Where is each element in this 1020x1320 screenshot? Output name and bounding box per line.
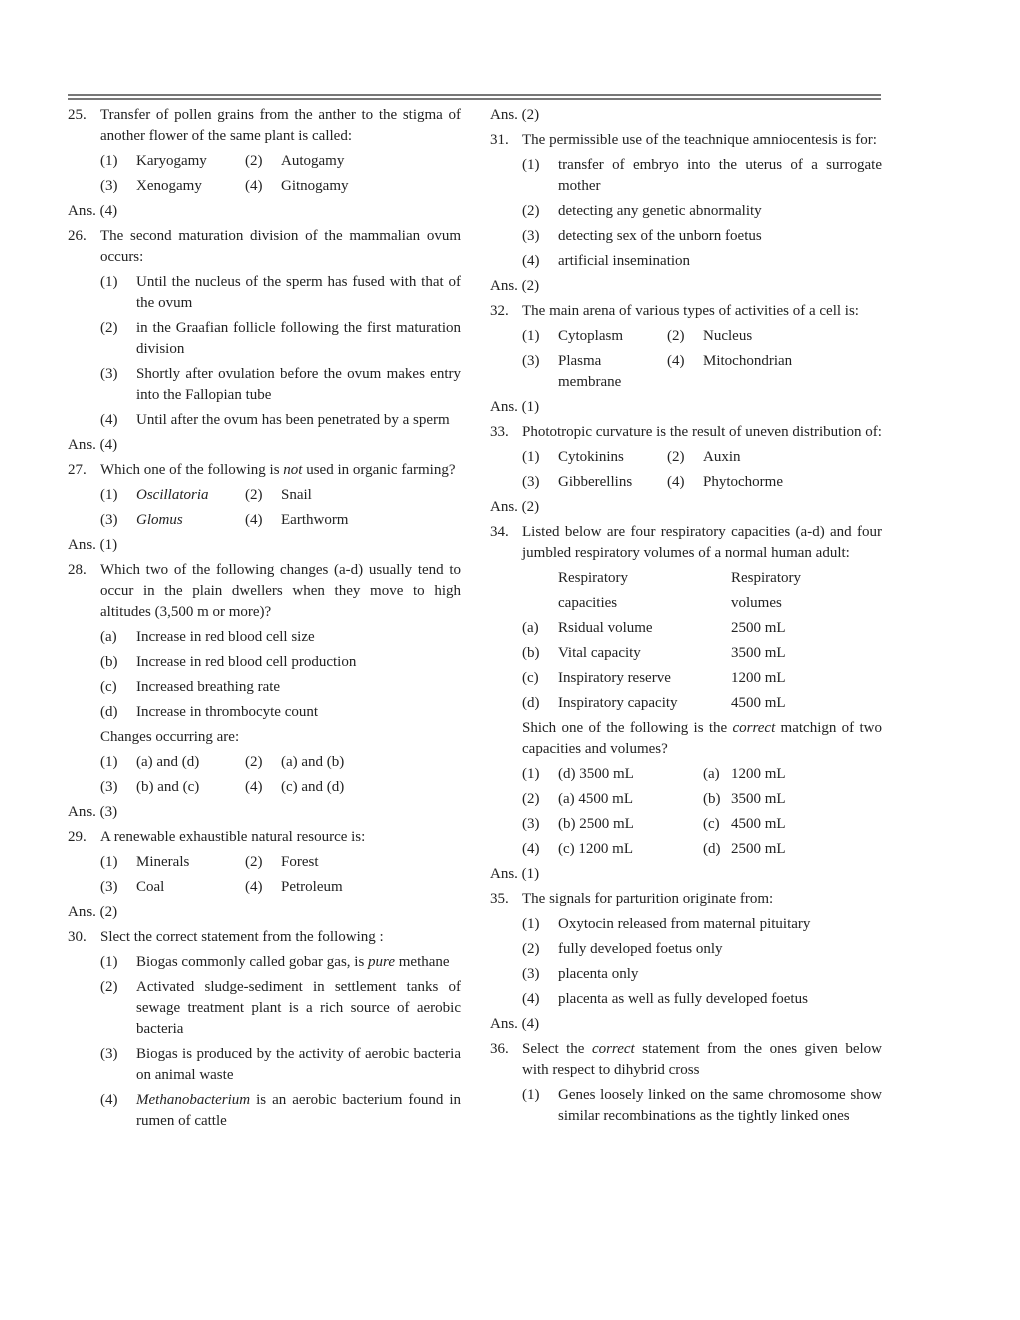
answer-35: Ans. (4): [490, 1016, 540, 1032]
option: (2) Autogamy: [245, 153, 345, 169]
question-29: [68, 827, 461, 848]
question-text: Which two of the following changes (a-d) usually tend to occur in the plain dwellers when they move to high altitudes (3,500 m or more)?: [100, 562, 461, 620]
option: (2) Activated sludge-sediment in settlement tanks of sewage treatment plant is a rich source of aerobic bacteria: [100, 979, 461, 1037]
right-column: [490, 105, 882, 1131]
options-34: (1) (d) 3500 mL (a) 1200 mL (2) (a) 4500 mL (b) 3500 mL (3) (b) 2500 mL (c) 4500 mL (4) (c) 1200 mL (d) 2500 mL: [522, 766, 786, 857]
answer-33: Ans. (2): [490, 499, 540, 515]
options-36: [522, 1085, 882, 1127]
header-rule-top: [68, 94, 881, 96]
option: (1) Oscillatoria: [100, 487, 209, 503]
option: (2) fully developed foetus only: [522, 941, 723, 957]
option: (1) transfer of embryo into the uterus of a surrogate mother: [522, 157, 882, 194]
question-31: [490, 130, 882, 151]
option: (3) Glomus: [100, 512, 183, 528]
question-text: The second maturation division of the mammalian ovum occurs:: [100, 228, 461, 265]
question-number: 35.: [490, 891, 509, 907]
question-number: 36.: [490, 1041, 509, 1057]
option: (3) placenta only: [522, 966, 639, 982]
question-number: 34.: [490, 524, 509, 540]
option: (4) Until after the ovum has been penetrated by a sperm: [100, 412, 450, 428]
sub-prompt: Changes occurring are:: [100, 729, 240, 745]
option: (2) Nucleus: [667, 328, 753, 344]
option: (1) Until the nucleus of the sperm has fused with that of the ovum: [100, 274, 461, 311]
answer-28: Ans. (3): [68, 804, 118, 820]
question-25: [68, 105, 461, 147]
item: (a) Increase in red blood cell size: [100, 629, 315, 645]
table-34: [522, 568, 882, 860]
answer-29: Ans. (2): [68, 904, 118, 920]
question-number: 30.: [68, 929, 87, 945]
option: (1) Cytoplasm: [522, 328, 624, 344]
option: (4) placenta as well as fully developed foetus: [522, 991, 808, 1007]
answer-32: Ans. (1): [490, 399, 540, 415]
question-number: 25.: [68, 107, 87, 123]
left-column: [68, 105, 461, 1136]
option: (4) (c) and (d): [245, 779, 345, 795]
question-text: Transfer of pollen grains from the anther to the stigma of another flower of the same plant is called:: [100, 107, 461, 144]
option: (3) Shortly after ovulation before the ovum makes entry into the Fallopian tube: [100, 366, 461, 403]
option: (2) Forest: [245, 854, 319, 870]
option: (1) Cytokinins: [522, 449, 624, 465]
option: (3) Coal: [100, 879, 165, 895]
table-header: Respiratory Respiratory capacities volumes: [558, 570, 801, 611]
option: (1) Oxytocin released from maternal pituitary: [522, 916, 811, 932]
item: (b) Increase in red blood cell production: [100, 654, 357, 670]
options-30: [100, 952, 461, 1132]
item: (d) Increase in thrombocyte count: [100, 704, 319, 720]
option: (2) Snail: [245, 487, 312, 503]
options-31: [522, 155, 882, 272]
option: (4) Earthworm: [245, 512, 349, 528]
question-text: The signals for parturition originate from:: [522, 891, 774, 907]
option: (3) Plasma membrane: [522, 353, 622, 390]
answer-27: Ans. (1): [68, 537, 118, 553]
sub-prompt: Shich one of the following is the correct matchign of two capacities and volumes?: [522, 720, 882, 757]
option: (1) Minerals: [100, 854, 190, 870]
question-32: [490, 301, 882, 322]
question-33: [490, 422, 882, 443]
option: (3) Biogas is produced by the activity of aerobic bacteria on animal waste: [100, 1046, 461, 1083]
answer-25: Ans. (4): [68, 203, 118, 219]
option: (2) in the Graafian follicle following the first maturation division: [100, 320, 461, 357]
option: (1) Genes loosely linked on the same chromosome show similar recombinations as the tightly linked ones: [522, 1087, 882, 1124]
options-33: [522, 447, 882, 497]
question-number: 31.: [490, 132, 509, 148]
option: (4) Gitnogamy: [245, 178, 349, 194]
options-26: [100, 272, 461, 431]
option: (3) Gibberellins: [522, 474, 633, 490]
question-text: The main arena of various types of activities of a cell is:: [522, 303, 859, 319]
option: (1) Karyogamy: [100, 153, 207, 169]
question-text: Select the correct statement from the ones given below with respect to dihybrid cross: [522, 1041, 882, 1078]
option: (3) Xenogamy: [100, 178, 202, 194]
options-28: [100, 752, 461, 802]
question-36: [490, 1039, 882, 1081]
option: (4) artificial insemination: [522, 253, 691, 269]
question-text: Slect the correct statement from the following :: [100, 929, 384, 945]
answer-31: Ans. (2): [490, 278, 540, 294]
option: (2) (a) and (b): [245, 754, 345, 770]
answer-26: Ans. (4): [68, 437, 118, 453]
option: (4) Petroleum: [245, 879, 343, 895]
question-35: [490, 889, 882, 910]
option: (3) detecting sex of the unborn foetus: [522, 228, 762, 244]
options-32: [522, 326, 882, 397]
options-27: [100, 485, 461, 535]
answer-34: Ans. (1): [490, 866, 540, 882]
question-number: 29.: [68, 829, 87, 845]
question-26: [68, 226, 461, 268]
table-body: (a) Rsidual volume 2500 mL (b) Vital capacity 3500 mL (c) Inspiratory reserve 1200 mL (d) Inspiratory capacity 4500 mL: [522, 620, 786, 711]
option: (2) detecting any genetic abnormality: [522, 203, 762, 219]
option: (2) Auxin: [667, 449, 741, 465]
question-27: [68, 460, 461, 481]
option: (4) Mitochondrian: [667, 353, 793, 369]
options-25: [100, 151, 461, 201]
option: (3) (b) and (c): [100, 779, 200, 795]
option: (4) Phytochorme: [667, 474, 783, 490]
question-30: [68, 927, 461, 948]
option: (1) (a) and (d): [100, 754, 200, 770]
question-34: [490, 522, 882, 564]
option: (4) Methanobacterium is an aerobic bacterium found in rumen of cattle: [100, 1092, 461, 1129]
question-number: 28.: [68, 562, 87, 578]
question-text: A renewable exhaustible natural resource is:: [100, 829, 366, 845]
question-number: 33.: [490, 424, 509, 440]
question-text: Phototropic curvature is the result of uneven distribution of:: [522, 424, 882, 440]
question-text: Which one of the following is not used in organic farming?: [100, 462, 456, 478]
question-number: 26.: [68, 228, 87, 244]
option: (1) Biogas commonly called gobar gas, is pure methane: [100, 954, 450, 970]
question-text: The permissible use of the teachnique amniocentesis is for:: [522, 132, 877, 148]
question-number: 27.: [68, 462, 87, 478]
answer-30: Ans. (2): [490, 107, 540, 123]
options-29: [100, 852, 461, 902]
question-text: Listed below are four respiratory capacities (a-d) and four jumbled respiratory volumes of a normal human adult:: [522, 524, 882, 561]
question-28: [68, 560, 461, 623]
items-28: [100, 627, 461, 748]
item: (c) Increased breathing rate: [100, 679, 281, 695]
question-number: 32.: [490, 303, 509, 319]
options-35: [522, 914, 882, 1010]
header-rule-bottom: [68, 98, 881, 100]
